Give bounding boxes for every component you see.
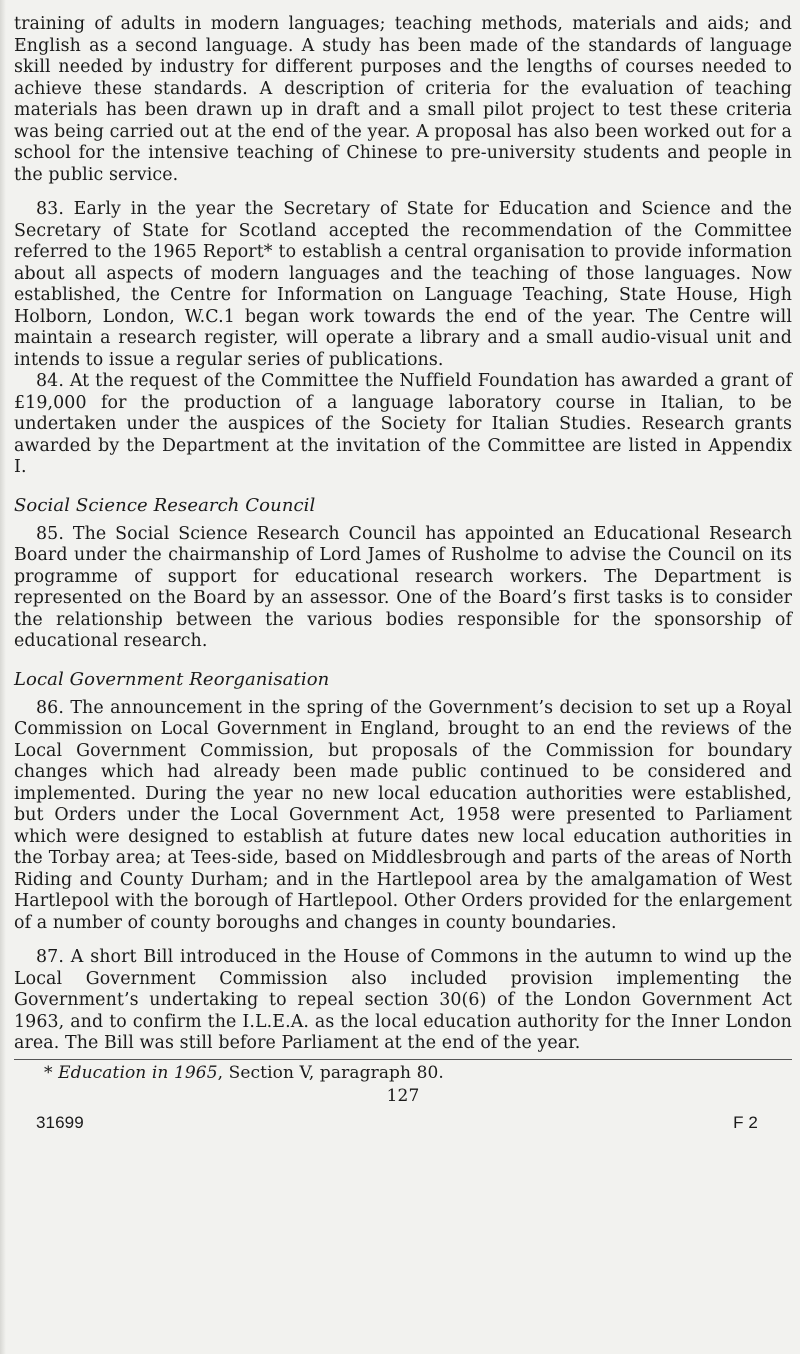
footnote-title: Education in 1965 [58, 1062, 218, 1083]
footnote-marker: * [44, 1062, 59, 1083]
paragraph-87: 87. A short Bill introduced in the House of Commons in the autumn to wind up the Local Government Commission also included provision implementing the Government’s undertaking to repeal section 30(6) of the London Government Act 1963, and to confirm the I.L.E.A. as the local education authority for the Inner London area. The Bill was still before Parliament at the end of the year. [14, 947, 792, 1053]
page-number: 127 [386, 1085, 420, 1106]
footnote-rest: , Section V, paragraph 80. [217, 1062, 444, 1083]
paragraph-84: 84. At the request of the Committee the Nuffield Foundation has awarded a grant of £19,000 for the production of a language laboratory course in Italian, to be undertaken under the auspices of the Society for Italian Studies. Research grants awarded by the Department at the invitation of the Committee are listed in Appendix I. [14, 371, 792, 477]
paragraph-86: 86. The announcement in the spring of the Government’s decision to set up a Royal Commission on Local Government in England, brought to an end the reviews of the Local Government Commission, but proposals of the Commission for boundary changes which had already been made public continued to be considered and implemented. During the year no new local education authorities were established, but Orders under the Local Government Act, 1958 were presented to Parliament which were designed to establish at future dates new local education authorities in the Torbay area; at Tees-side, based on Middlesbrough and parts of the areas of North Riding and County Durham; and in the Hartlepool area by the amalgamation of West Hartlepool with the borough of Hartlepool. Other Orders provided for the enlargement of a number of county boroughs and changes in county boundaries. [14, 697, 792, 933]
signature-mark: F 2 [733, 1113, 758, 1132]
print-code: 31699 [36, 1113, 84, 1132]
footnote [14, 1063, 792, 1084]
scan-edge [0, 0, 6, 1354]
paragraph-83: 83. Early in the year the Secretary of State for Education and Science and the Secretary of State for Scotland accepted the recommendation of the Committee referred to the 1965 Report* to establish a central organisation to provide information about all aspects of modern languages and the teaching of those languages. Now established, the Centre for Information on Language Teaching, State House, High Holborn, London, W.C.1 began work towards the end of the year. The Centre will maintain a research register, will operate a library and a small audio-visual unit and intends to issue a regular series of publications. [14, 199, 792, 370]
document-page [14, 14, 792, 1134]
footnote-rule [14, 1059, 792, 1060]
print-marks [14, 1112, 792, 1134]
paragraph-continuation: training of adults in modern languages; teaching methods, materials and aids; and English as a second language. A study has been made of the standards of language skill needed by industry for different purposes and the lengths of courses needed to achieve these standards. A description of criteria for the evaluation of teaching materials has been drawn up in draft and a small pilot project to test these criteria was being carried out at the end of the year. A proposal has also been worked out for a school for the intensive teaching of Chinese to pre-university students and people in the public service. [14, 14, 792, 185]
section-heading-local-government: Local Government Reorganisation [14, 668, 330, 690]
paragraph-85: 85. The Social Science Research Council has appointed an Educational Research Board under the chairmanship of Lord James of Rusholme to advise the Council on its programme of support for educational research workers. The Department is represented on the Board by an assessor. One of the Board’s first tasks is to consider the relationship between the various bodies responsible for the sponsorship of educational research. [14, 523, 792, 651]
section-heading-ssrc: Social Science Research Council [14, 494, 316, 516]
